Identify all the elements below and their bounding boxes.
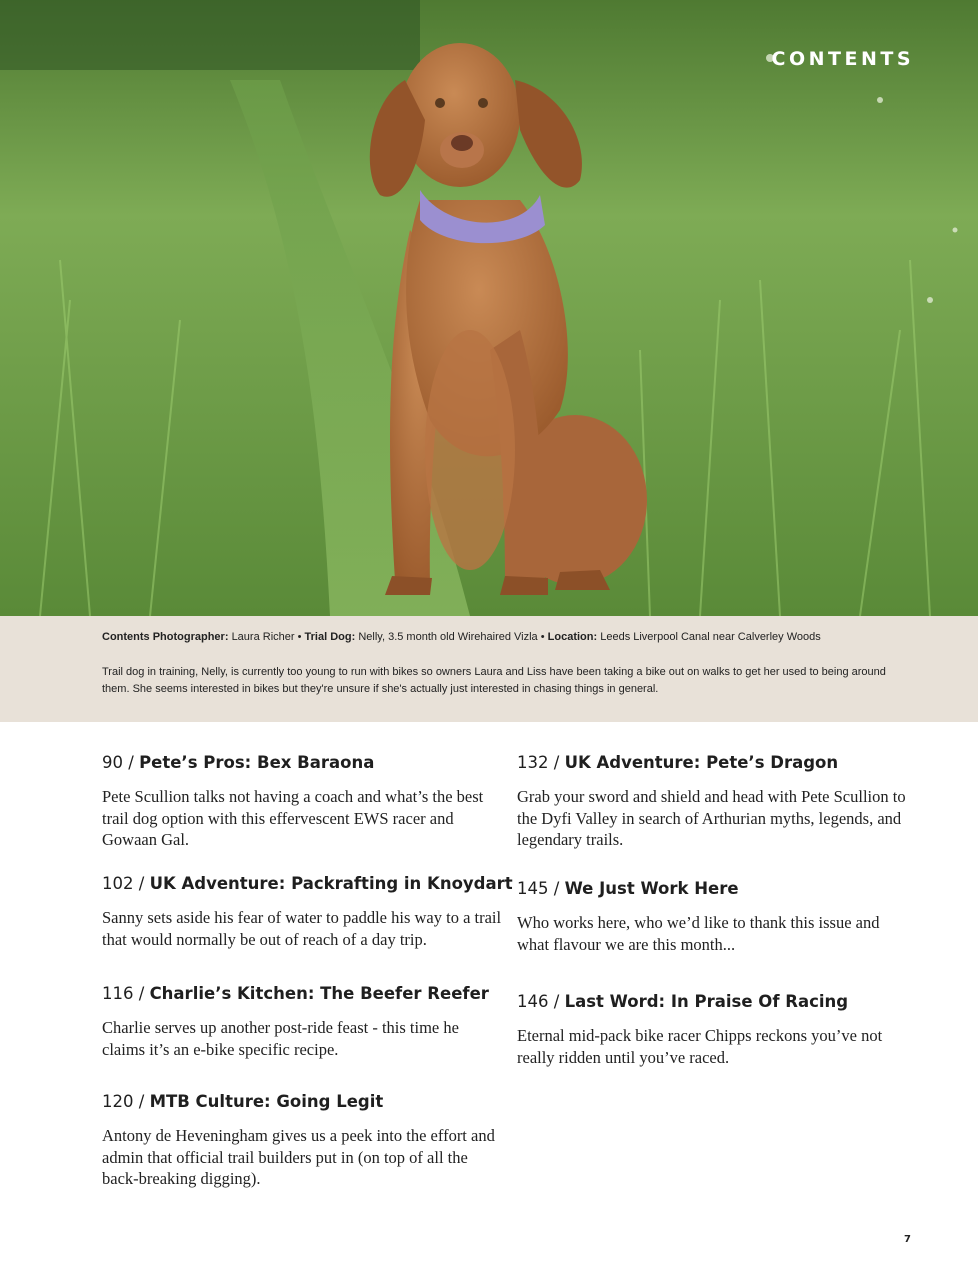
separator: •	[540, 631, 545, 643]
entry-title: MTB Culture: Going Legit	[149, 1092, 384, 1111]
contents-entry[interactable]	[517, 992, 912, 1068]
entry-title: Pete’s Pros: Bex Baraona	[139, 753, 375, 772]
entry-heading	[102, 984, 502, 1003]
entry-title: UK Adventure: Packrafting in Knoydart	[149, 874, 513, 893]
section-title-contents: CONTENTS	[771, 48, 914, 70]
entry-page: 132 /	[517, 753, 560, 772]
trial-dog-label: Trial Dog:	[304, 631, 356, 643]
cover-photo	[0, 0, 978, 616]
entry-page: 146 /	[517, 992, 560, 1011]
entry-page: 102 /	[102, 874, 145, 893]
entry-page: 145 /	[517, 879, 560, 898]
photo-credits	[102, 631, 922, 643]
entry-heading	[517, 992, 912, 1011]
entry-page: 120 /	[102, 1092, 145, 1111]
entry-description: Grab your sword and shield and head with Pete Scullion to the Dyfi Valley in search of Arthurian myths, legends, and legendary trails.	[517, 787, 906, 849]
entry-page: 116 /	[102, 984, 145, 1003]
contents-entry[interactable]	[102, 874, 513, 950]
entry-description: Who works here, who we’d like to thank this issue and what flavour we are this month...	[517, 913, 880, 954]
entry-description: Pete Scullion talks not having a coach and what’s the best trail dog option with this effervescent EWS racer and Gowaan Gal.	[102, 787, 484, 849]
entry-heading	[517, 879, 912, 898]
photo-caption	[0, 616, 978, 722]
entry-description: Sanny sets aside his fear of water to paddle his way to a trail that would normally be out of reach of a day trip.	[102, 908, 502, 949]
entry-page: 90 /	[102, 753, 134, 772]
page-number: 7	[904, 1234, 911, 1245]
photographer-label: Contents Photographer:	[102, 631, 229, 643]
location-label: Location:	[547, 631, 598, 643]
entry-title: UK Adventure: Pete’s Dragon	[564, 753, 839, 772]
separator: •	[297, 631, 302, 643]
entry-description: Antony de Heveningham gives us a peek into the effort and admin that official trail builders put in (on top of all the back-breaking digging).	[102, 1126, 495, 1188]
entry-heading	[102, 1092, 502, 1111]
location-value: Leeds Liverpool Canal near Calverley Woods	[600, 631, 821, 643]
entry-title: We Just Work Here	[564, 879, 739, 898]
entry-heading	[517, 753, 912, 772]
contents-entry[interactable]	[517, 753, 912, 851]
dog-in-grass-illustration	[0, 0, 978, 616]
contents-entry[interactable]	[102, 753, 502, 851]
entry-heading	[102, 753, 502, 772]
caption-text: Trail dog in training, Nelly, is currently too young to run with bikes so owners Laura and Liss have been taking a bike out on walks to get her used to being around them. She seems interested in bikes but they're unsure if she's actually just interested in chasing things in general.	[102, 666, 886, 695]
entry-description: Eternal mid-pack bike racer Chipps reckons you’ve not really ridden until you’ve raced.	[517, 1026, 883, 1067]
contents-entry[interactable]	[102, 1092, 502, 1190]
contents-entry[interactable]	[102, 984, 502, 1060]
entry-title: Charlie’s Kitchen: The Beefer Reefer	[149, 984, 489, 1003]
photographer-name: Laura Richer	[231, 631, 295, 643]
contents-entry[interactable]	[517, 879, 912, 955]
entry-heading	[102, 874, 513, 893]
entry-title: Last Word: In Praise Of Racing	[564, 992, 849, 1011]
entry-description: Charlie serves up another post-ride feast - this time he claims it’s an e-bike specific recipe.	[102, 1018, 459, 1059]
trial-dog-value: Nelly, 3.5 month old Wirehaired Vizla	[358, 631, 538, 643]
